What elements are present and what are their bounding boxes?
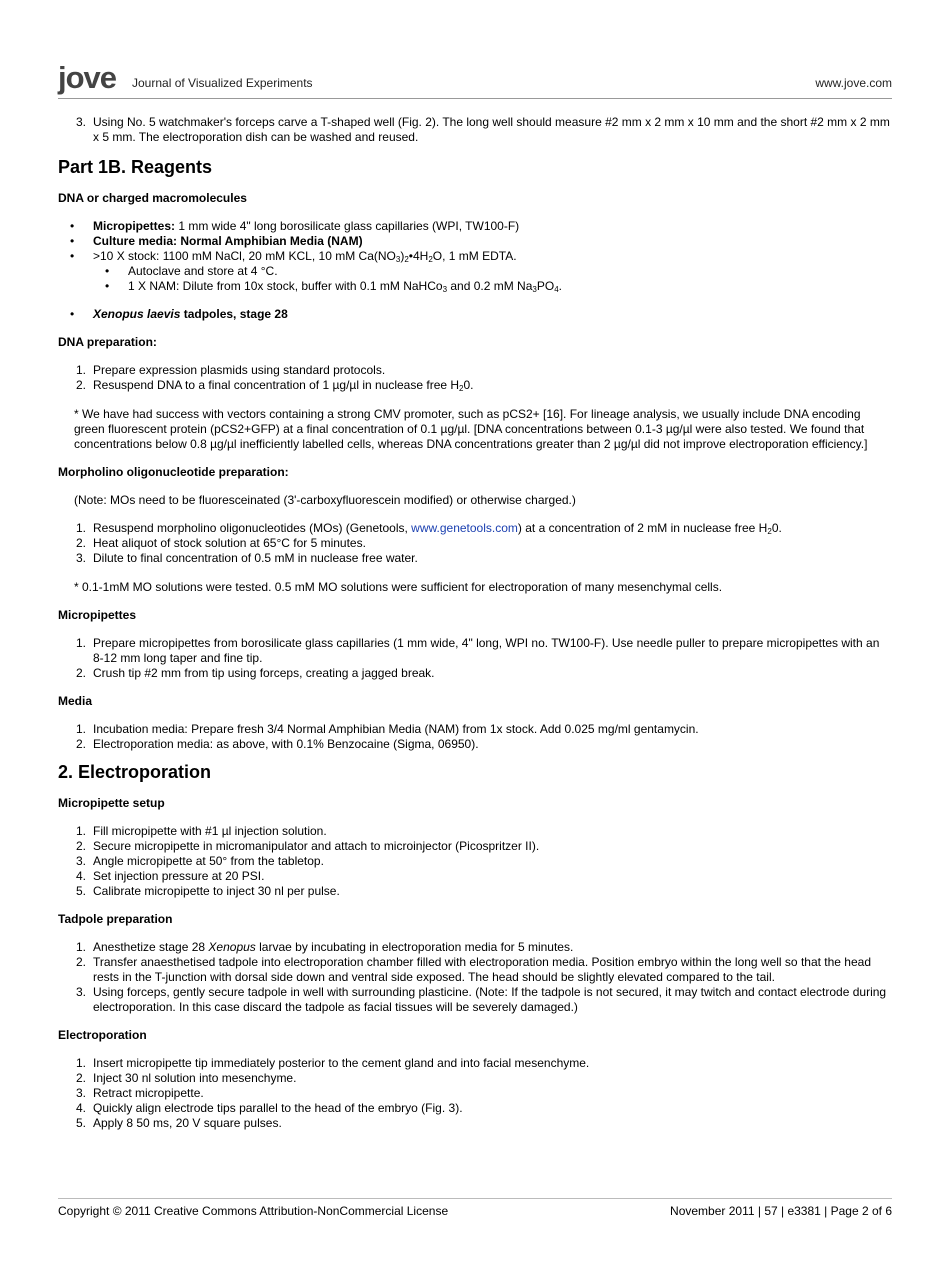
bullet-text: and 0.2 mM Na xyxy=(447,279,533,293)
bullet-text: O, 1 mM EDTA. xyxy=(432,249,517,263)
list-item xyxy=(58,824,892,839)
subsection-heading: DNA or charged macromolecules xyxy=(58,191,247,205)
bullet-text: Autoclave and store at 4 °C. xyxy=(128,264,278,278)
bullet: • xyxy=(70,249,75,263)
step-number: 3. xyxy=(75,1086,86,1100)
article-body xyxy=(58,114,892,1131)
step-number: 2. xyxy=(75,1071,86,1085)
step-text: Crush tip #2 mm from tip using forceps, creating a jagged break. xyxy=(93,666,435,680)
step-text: Angle micropipette at 50° from the tabletop. xyxy=(93,854,324,868)
step-number: 2. xyxy=(75,737,86,751)
list-item xyxy=(58,955,892,985)
list-item xyxy=(58,884,892,899)
step-text: Prepare micropipettes from borosilicate glass capillaries (1 mm wide, 4" long, WPI no. TW100-F). Use needle puller to prepare micropipettes with an 8-12 mm long taper and fine tip. xyxy=(93,636,880,665)
subscript: 3 xyxy=(532,285,537,294)
list-item xyxy=(58,737,892,752)
step-text: Resuspend DNA to a final concentration of 1 µg/µl in nuclease free H xyxy=(93,378,460,392)
bullet-text: >10 X stock: 1100 mM NaCl, 20 mM KCL, 10 mM Ca(NO xyxy=(93,249,396,263)
step-text: ) at a concentration of 2 mM in nuclease free H xyxy=(517,521,768,535)
journal-name: Journal of Visualized Experiments xyxy=(132,76,313,90)
list-item xyxy=(58,307,892,322)
list-item xyxy=(58,839,892,854)
species-name: Xenopus laevis xyxy=(93,307,181,321)
step-number: 1. xyxy=(75,636,86,650)
bullet: • xyxy=(105,279,110,293)
subsection-heading: Media xyxy=(58,694,93,708)
species-name: Xenopus xyxy=(208,940,256,954)
list-item xyxy=(58,854,892,869)
list-item xyxy=(58,115,892,145)
subsection-heading: DNA preparation: xyxy=(58,335,157,349)
subscript: 2 xyxy=(404,255,409,264)
step-text: 0. xyxy=(463,378,474,392)
step-text: Transfer anaesthetised tadpole into electroporation chamber filled with electroporation media. Position embryo within the long well so that the head rests in the T-junction with dorsal side down and ventral side exposed. The head should be slightly elevated compared to the tail. xyxy=(93,955,872,984)
step-text: Heat aliquot of stock solution at 65°C for 5 minutes. xyxy=(93,536,366,550)
list-item xyxy=(58,536,892,551)
step-number: 5. xyxy=(75,1116,86,1130)
note-text: * We have had success with vectors containing a strong CMV promoter, such as pCS2+ [16]. For lineage analysis, we usually include DNA encoding green fluorescent protein (pCS2+GFP) at a final concentration of 0.1 µg/µl. [DNA concentrations between 0.1-3 µg/µl were also tested. We found that concentrations below 0.8 µg/µl inefficiently labelled cells, whereas DNA concentrations greater than 2 µg/µl did not improve electroporation efficiency.] xyxy=(74,407,868,451)
step-text: Quickly align electrode tips parallel to the head of the embryo (Fig. 3). xyxy=(93,1101,463,1115)
subscript: 3 xyxy=(395,255,401,264)
genetools-link[interactable]: www.genetools.com xyxy=(411,521,518,535)
list-item xyxy=(58,551,892,566)
list-item xyxy=(58,1056,892,1071)
subsection-heading: Micropipette setup xyxy=(58,796,165,810)
bullet-label: tadpoles, stage 28 xyxy=(180,307,288,321)
journal-website[interactable]: www.jove.com xyxy=(815,76,892,90)
subsection-heading: Morpholino oligonucleotide preparation: xyxy=(58,465,289,479)
step-number: 1. xyxy=(75,824,86,838)
step-text: Dilute to final concentration of 0.5 mM in nuclease free water. xyxy=(93,551,418,565)
page-info: November 2011 | 57 | e3381 | Page 2 of 6 xyxy=(670,1204,892,1218)
step-number: 2. xyxy=(75,536,86,550)
list-item xyxy=(58,279,892,294)
list-item xyxy=(58,869,892,884)
bullet-text: •4H xyxy=(408,249,429,263)
page-header xyxy=(58,60,892,99)
bullet-label: Micropipettes: xyxy=(93,219,176,233)
jove-logo: jove xyxy=(58,60,117,95)
step-text: Resuspend morpholino oligonucleotides (MOs) (Genetools, xyxy=(93,521,412,535)
bullet-label: Culture media: Normal Amphibian Media (NAM) xyxy=(93,234,363,248)
step-text: Apply 8 50 ms, 20 V square pulses. xyxy=(93,1116,282,1130)
step-number: 1. xyxy=(75,363,86,377)
bullet: • xyxy=(70,234,75,248)
note-text: * 0.1-1mM MO solutions were tested. 0.5 mM MO solutions were sufficient for electroporation of many mesenchymal cells. xyxy=(74,580,723,594)
step-number: 5. xyxy=(75,884,86,898)
list-item xyxy=(58,363,892,378)
copyright-notice: Copyright © 2011 Creative Commons Attribution-NonCommercial License xyxy=(58,1204,449,1218)
step-number: 1. xyxy=(75,722,86,736)
bullet-text: 1 X NAM: Dilute from 10x stock, buffer with 0.1 mM NaHCo xyxy=(128,279,443,293)
list-item xyxy=(58,219,892,234)
list-item xyxy=(58,666,892,681)
list-item xyxy=(58,722,892,737)
step-number: 1. xyxy=(75,1056,86,1070)
subscript: 2 xyxy=(767,527,772,536)
bullet-text: ) xyxy=(400,249,405,263)
step-text: Incubation media: Prepare fresh 3/4 Normal Amphibian Media (NAM) from 1x stock. Add 0.025 mg/ml gentamycin. xyxy=(93,722,699,736)
bullet: • xyxy=(70,219,75,233)
step-number: 4. xyxy=(75,869,86,883)
list-item xyxy=(58,1101,892,1116)
list-item xyxy=(58,521,892,536)
step-number: 3. xyxy=(75,854,86,868)
step-number: 3. xyxy=(75,551,86,565)
subsection-heading: Electroporation xyxy=(58,1028,147,1042)
step-number: 2. xyxy=(75,955,86,969)
step-text: 0. xyxy=(771,521,782,535)
list-item xyxy=(58,249,892,264)
page-footer xyxy=(58,1198,892,1218)
step-number: 2. xyxy=(75,378,86,392)
subscript: 2 xyxy=(428,255,433,264)
step-number: 3. xyxy=(75,985,86,999)
bullet: • xyxy=(70,307,75,321)
step-text: larvae by incubating in electroporation media for 5 minutes. xyxy=(255,940,574,954)
step-number: 1. xyxy=(75,940,86,954)
list-item xyxy=(58,1086,892,1101)
bullet-text: PO xyxy=(536,279,555,293)
list-item xyxy=(58,1071,892,1086)
subsection-heading: Micropipettes xyxy=(58,608,137,622)
bullet-text: 1 mm wide 4" long borosilicate glass capillaries (WPI, TW100-F) xyxy=(175,219,520,233)
step-number: 2. xyxy=(75,666,86,680)
list-item xyxy=(58,940,892,955)
list-item xyxy=(58,985,892,1015)
step-text: Inject 30 nl solution into mesenchyme. xyxy=(93,1071,297,1085)
bullet-text: . xyxy=(558,279,562,293)
list-item xyxy=(58,1116,892,1131)
subscript: 3 xyxy=(442,285,448,294)
list-item xyxy=(58,378,892,393)
section-heading: 2. Electroporation xyxy=(58,762,212,782)
step-text: Insert micropipette tip immediately posterior to the cement gland and into facial mesenchyme. xyxy=(93,1056,590,1070)
section-heading: Part 1B. Reagents xyxy=(58,157,213,177)
list-item xyxy=(58,636,892,666)
subscript: 2 xyxy=(459,384,464,393)
step-text: Fill micropipette with #1 µl injection solution. xyxy=(93,824,327,838)
step-number: 3. xyxy=(75,115,86,129)
subsection-heading: Tadpole preparation xyxy=(58,912,173,926)
list-item xyxy=(58,234,892,249)
step-text: Anesthetize stage 28 xyxy=(93,940,209,954)
step-text: Secure micropipette in micromanipulator and attach to microinjector (Picospritzer II). xyxy=(93,839,540,853)
step-text: Retract micropipette. xyxy=(93,1086,204,1100)
subscript: 4 xyxy=(554,285,559,294)
step-number: 1. xyxy=(75,521,86,535)
step-number: 2. xyxy=(75,839,86,853)
step-text: Calibrate micropipette to inject 30 nl per pulse. xyxy=(93,884,340,898)
step-number: 4. xyxy=(75,1101,86,1115)
note-text: (Note: MOs need to be fluoresceinated (3'-carboxyfluorescein modified) or otherwise charged.) xyxy=(74,493,576,507)
step-text: Using forceps, gently secure tadpole in well with surrounding plasticine. (Note: If the tadpole is not secured, it may twitch and contact electrode during electroporation. In this case discard the tadpole as facial tissues will be severely damaged.) xyxy=(93,985,887,1014)
step-text: Set injection pressure at 20 PSI. xyxy=(93,869,265,883)
step-text: Prepare expression plasmids using standard protocols. xyxy=(93,363,386,377)
step-text: Electroporation media: as above, with 0.1% Benzocaine (Sigma, 06950). xyxy=(93,737,479,751)
bullet: • xyxy=(105,264,110,278)
step-text: Using No. 5 watchmaker's forceps carve a T-shaped well (Fig. 2). The long well should measure #2 mm x 2 mm x 10 mm and the short #2 mm x 2 mm x 5 mm. The electroporation dish can be washed and reused. xyxy=(93,115,890,144)
list-item xyxy=(58,264,892,279)
